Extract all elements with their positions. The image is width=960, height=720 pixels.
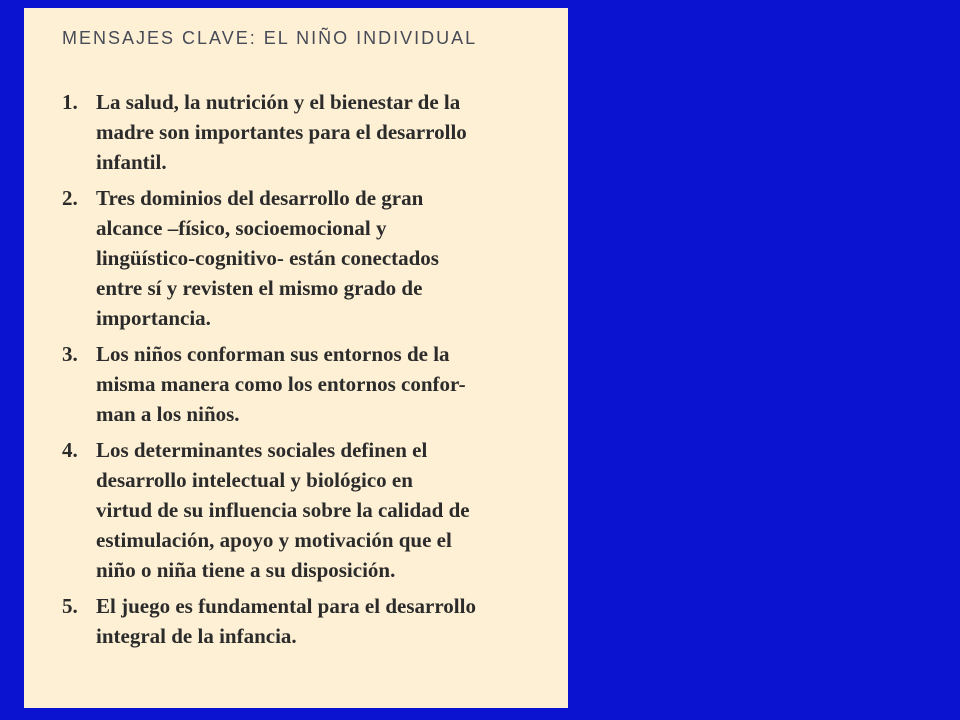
text-line: Los niños conforman sus entornos de la bbox=[96, 342, 450, 366]
text-line: entre sí y revisten el mismo grado de bbox=[96, 276, 423, 300]
key-messages-list bbox=[62, 87, 562, 657]
key-messages-panel bbox=[24, 8, 568, 708]
text-line: El juego es fundamental para el desarrollo bbox=[96, 594, 476, 618]
panel-heading: MENSAJES CLAVE: EL NIÑO INDIVIDUAL bbox=[62, 28, 478, 48]
text-line: integral de la infancia. bbox=[96, 624, 297, 648]
item-text bbox=[96, 87, 562, 177]
list-item bbox=[62, 339, 562, 429]
text-line: desarrollo intelectual y biológico en bbox=[96, 468, 413, 492]
text-line: man a los niños. bbox=[96, 402, 240, 426]
list-item bbox=[62, 183, 562, 333]
text-line: lingüístico-cognitivo- están conectados bbox=[96, 246, 439, 270]
text-line: La salud, la nutrición y el bienestar de la bbox=[96, 90, 461, 114]
text-line: madre son importantes para el desarrollo bbox=[96, 120, 467, 144]
item-text bbox=[96, 435, 562, 585]
item-text bbox=[96, 339, 562, 429]
text-line: infantil. bbox=[96, 150, 167, 174]
text-line: importancia. bbox=[96, 306, 211, 330]
list-item bbox=[62, 435, 562, 585]
item-text bbox=[96, 591, 562, 651]
item-number: 2. bbox=[62, 186, 78, 210]
text-line: Los determinantes sociales definen el bbox=[96, 438, 428, 462]
text-line: niño o niña tiene a su disposición. bbox=[96, 558, 396, 582]
text-line: estimulación, apoyo y motivación que el bbox=[96, 528, 452, 552]
text-line: virtud de su influencia sobre la calidad de bbox=[96, 498, 470, 522]
item-text bbox=[96, 183, 562, 333]
text-line: alcance –físico, socioemocional y bbox=[96, 216, 387, 240]
item-number: 3. bbox=[62, 342, 78, 366]
item-number: 4. bbox=[62, 438, 78, 462]
text-line: misma manera como los entornos confor- bbox=[96, 372, 466, 396]
text-line: Tres dominios del desarrollo de gran bbox=[96, 186, 424, 210]
item-number: 1. bbox=[62, 90, 78, 114]
list-item bbox=[62, 87, 562, 177]
item-number: 5. bbox=[62, 594, 78, 618]
list-item bbox=[62, 591, 562, 651]
